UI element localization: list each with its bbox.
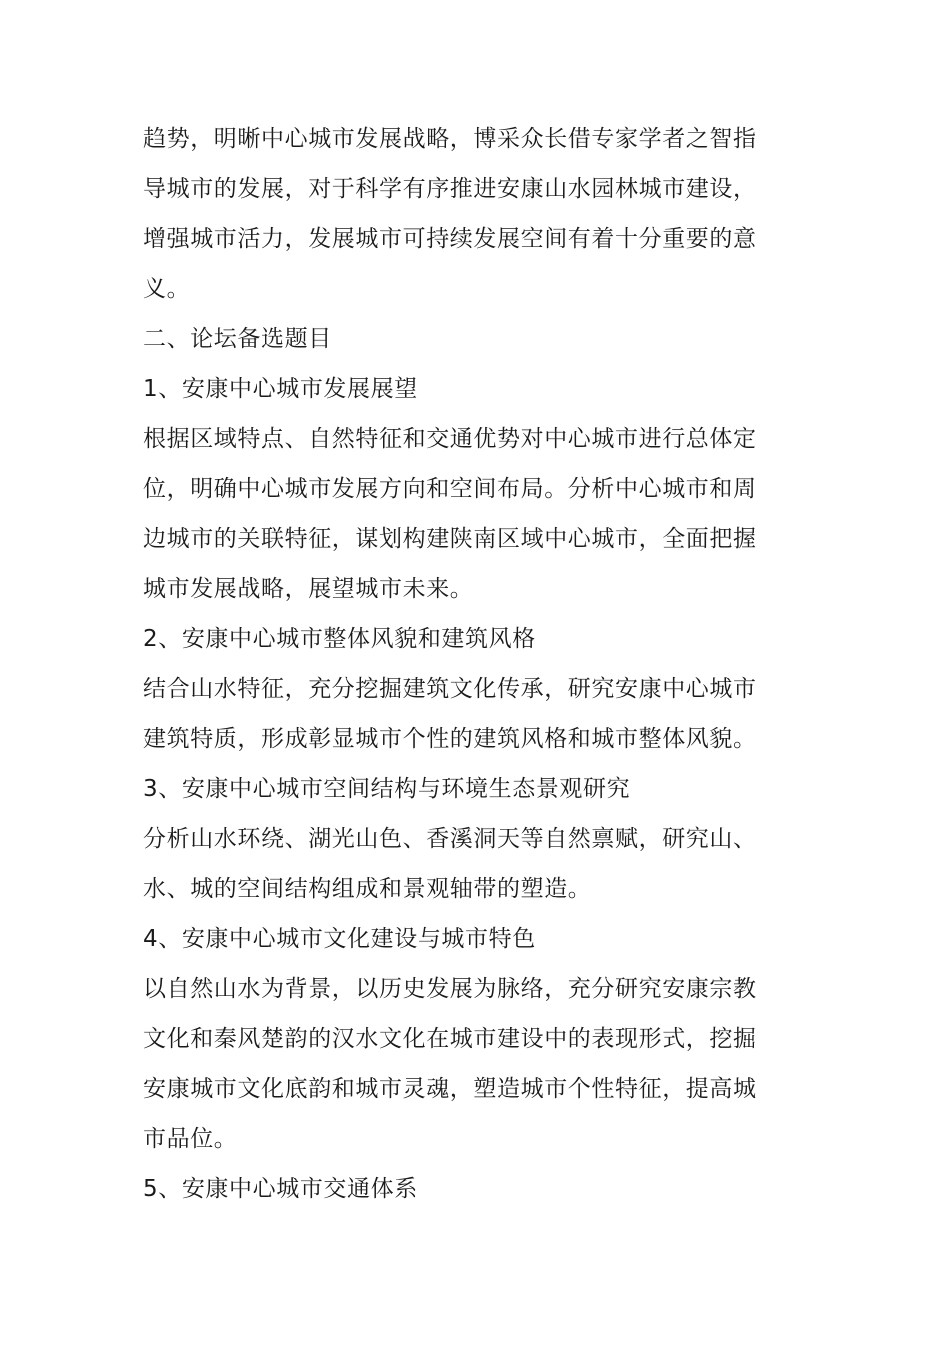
paragraph-line: 分析山水环绕、湖光山色、香溪洞天等自然禀赋，研究山、 [143, 826, 757, 852]
paragraph-line: 边城市的关联特征，谋划构建陕南区域中心城市，全面把握 [143, 526, 757, 552]
paragraph-line: 导城市的发展，对于科学有序推进安康山水园林城市建设， [143, 176, 757, 202]
paragraph-line: 义。 [143, 276, 191, 302]
document-body [143, 114, 757, 1214]
paragraph-line: 建筑特质，形成彰显城市个性的建筑风格和城市整体风貌。 [143, 726, 757, 752]
topic-heading: 4、安康中心城市文化建设与城市特色 [143, 926, 536, 952]
paragraph-line: 城市发展战略，展望城市未来。 [143, 576, 474, 602]
paragraph-line: 根据区域特点、自然特征和交通优势对中心城市进行总体定 [143, 426, 757, 452]
topic-heading: 1、安康中心城市发展展望 [143, 376, 418, 402]
paragraph-line: 安康城市文化底韵和城市灵魂，塑造城市个性特征，提高城 [143, 1076, 757, 1102]
topic-heading: 2、安康中心城市整体风貌和建筑风格 [143, 626, 536, 652]
paragraph-line: 位，明确中心城市发展方向和空间布局。分析中心城市和周 [143, 476, 757, 502]
paragraph-line: 以自然山水为背景，以历史发展为脉络，充分研究安康宗教 [143, 976, 757, 1002]
topic-heading: 5、安康中心城市交通体系 [143, 1176, 418, 1202]
paragraph-line: 文化和秦风楚韵的汉水文化在城市建设中的表现形式，挖掘 [143, 1026, 757, 1052]
paragraph-line: 结合山水特征，充分挖掘建筑文化传承，研究安康中心城市 [143, 676, 757, 702]
paragraph-line: 市品位。 [143, 1126, 238, 1152]
paragraph-line: 水、城的空间结构组成和景观轴带的塑造。 [143, 876, 592, 902]
paragraph-line: 趋势，明晰中心城市发展战略，博采众长借专家学者之智指 [143, 126, 757, 152]
paragraph-line: 增强城市活力，发展城市可持续发展空间有着十分重要的意 [143, 226, 757, 252]
topic-heading: 3、安康中心城市空间结构与环境生态景观研究 [143, 776, 631, 802]
section-heading: 二、论坛备选题目 [143, 326, 332, 352]
